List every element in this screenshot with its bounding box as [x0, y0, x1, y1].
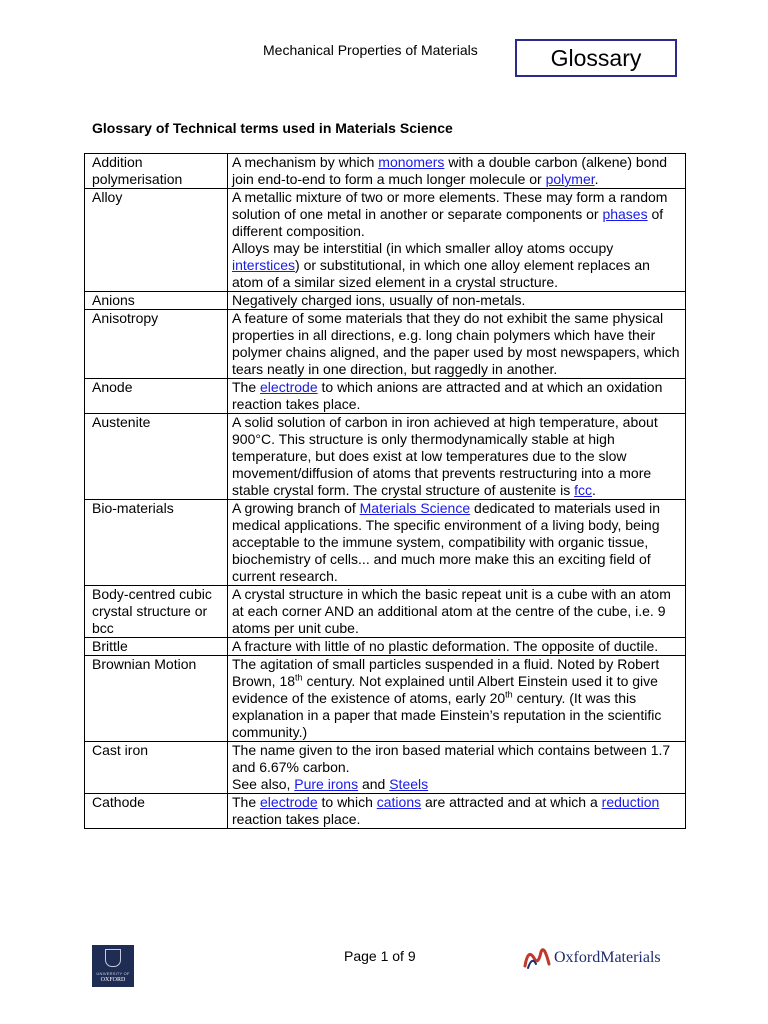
definition-text: See also,	[232, 776, 295, 792]
glossary-definition	[228, 414, 686, 500]
glossary-term: Anions	[85, 292, 228, 310]
glossary-link[interactable]: Steels	[389, 776, 429, 792]
definition-text: A growing branch of	[232, 500, 360, 516]
superscript: th	[505, 689, 513, 700]
page-number: Page 1 of 9	[344, 948, 416, 964]
definition-text: century. (It was this explanation in a paper that made Einstein’s reputation in the scientific community.)	[232, 690, 662, 740]
definition-text: A feature of some materials that they do not exhibit the same physical properties in all directions, e.g. long chain polymers which have their polymer chains aligned, and the paper used by most newspapers, which tears neatly in one direction, but raggedly in another.	[232, 310, 680, 377]
glossary-term: Bio-materials	[85, 500, 228, 586]
definition-text: to which anions are attracted and at which an oxidation reaction takes place.	[232, 379, 663, 412]
document-header-title: Mechanical Properties of Materials	[263, 42, 478, 58]
glossary-definition	[228, 189, 686, 292]
glossary-term: Brownian Motion	[85, 656, 228, 742]
definition-text: .	[591, 482, 596, 498]
definition-text: Alloys may be interstitial (in which smaller alloy atoms occupy	[232, 240, 614, 256]
glossary-term: Cathode	[85, 794, 228, 829]
glossary-definition	[228, 656, 686, 742]
definition-text: are attracted and at which a	[421, 794, 602, 810]
definition-text: The	[232, 379, 261, 395]
oxford-materials-logo	[522, 944, 661, 972]
glossary-row	[85, 638, 686, 656]
glossary-row	[85, 742, 686, 794]
oxford-materials-wordmark: OxfordMaterials	[554, 949, 661, 966]
definition-text: reaction takes place.	[232, 811, 361, 827]
glossary-link[interactable]: electrode	[260, 794, 318, 810]
definition-text: of different composition.	[232, 206, 664, 239]
definition-text: and	[358, 776, 390, 792]
glossary-badge: Glossary	[515, 39, 677, 77]
glossary-row	[85, 189, 686, 292]
definition-text: A solid solution of carbon in iron achieved at high temperature, about 900°C. This structure is only thermodynamically stable at high temperature, but does exist at low temperatures due to the slow movement/diffusion of atoms that prevents restructuring into a more stable crystal form. The crystal structure of austenite is	[232, 414, 658, 498]
glossary-table	[84, 153, 686, 829]
glossary-term: Cast iron	[85, 742, 228, 794]
glossary-term: Alloy	[85, 189, 228, 292]
glossary-definition	[228, 794, 686, 829]
definition-text: Negatively charged ions, usually of non-metals.	[232, 292, 526, 308]
glossary-link[interactable]: monomers	[378, 154, 445, 170]
definition-text: century. Not explained until Albert Einstein used it to give evidence of the existence of atoms, early 20	[232, 673, 658, 706]
glossary-definition	[228, 638, 686, 656]
definition-text: dedicated to materials used in medical applications. The specific environment of a living body, being acceptable to the immune system, compatibility with organic tissue, biochemistry of cells... and much more make this an exciting field of current research.	[232, 500, 661, 584]
glossary-definition	[228, 586, 686, 638]
definition-text: A fracture with little of no plastic deformation. The opposite of ductile.	[232, 638, 659, 654]
glossary-term: Anisotropy	[85, 310, 228, 379]
glossary-link[interactable]: polymer	[545, 171, 595, 187]
glossary-definition	[228, 292, 686, 310]
oxford-university-logo: UNIVERSITY OF OXFORD	[92, 945, 134, 987]
definition-text: ) or substitutional, in which one alloy element replaces an atom of a similar sized element in a crystal structure.	[232, 257, 650, 290]
glossary-link[interactable]: Pure irons	[294, 776, 359, 792]
glossary-row	[85, 292, 686, 310]
glossary-row	[85, 414, 686, 500]
glossary-term: Body-centred cubic crystal structure or bcc	[85, 586, 228, 638]
glossary-row	[85, 500, 686, 586]
glossary-link[interactable]: reduction	[601, 794, 660, 810]
definition-text: .	[594, 171, 599, 187]
glossary-definition	[228, 500, 686, 586]
superscript: th	[295, 672, 303, 683]
definition-text: to which	[317, 794, 377, 810]
section-heading: Glossary of Technical terms used in Materials Science	[92, 120, 453, 136]
glossary-link[interactable]: electrode	[260, 379, 318, 395]
glossary-definition	[228, 154, 686, 189]
glossary-term: Addition polymerisation	[85, 154, 228, 189]
glossary-link[interactable]: interstices	[232, 257, 296, 273]
glossary-row	[85, 379, 686, 414]
glossary-term: Austenite	[85, 414, 228, 500]
glossary-link[interactable]: phases	[602, 206, 648, 222]
oxford-materials-emblem-icon	[522, 944, 552, 972]
oxford-crest-icon	[105, 949, 121, 967]
definition-text: with a double carbon (alkene) bond join end-to-end to form a much longer molecule or	[232, 154, 668, 187]
glossary-row	[85, 310, 686, 379]
definition-text: The	[232, 794, 261, 810]
definition-text: A crystal structure in which the basic repeat unit is a cube with an atom at each corner AND an additional atom at the centre of the cube, i.e. 9 atoms per unit cube.	[232, 586, 671, 636]
glossary-definition	[228, 310, 686, 379]
glossary-row	[85, 154, 686, 189]
glossary-row	[85, 794, 686, 829]
glossary-definition	[228, 742, 686, 794]
glossary-term: Brittle	[85, 638, 228, 656]
definition-text: The agitation of small particles suspended in a fluid. Noted by Robert Brown, 18	[232, 656, 660, 689]
glossary-term: Anode	[85, 379, 228, 414]
glossary-link[interactable]: cations	[376, 794, 422, 810]
glossary-definition	[228, 379, 686, 414]
definition-text: The name given to the iron based material which contains between 1.7 and 6.67% carbon.	[232, 742, 671, 775]
definition-text: A mechanism by which	[232, 154, 379, 170]
glossary-link[interactable]: fcc	[574, 482, 592, 498]
glossary-row	[85, 586, 686, 638]
definition-text: A metallic mixture of two or more elements. These may form a random solution of one metal in another or separate components or	[232, 189, 668, 222]
glossary-row	[85, 656, 686, 742]
glossary-link[interactable]: Materials Science	[359, 500, 471, 516]
